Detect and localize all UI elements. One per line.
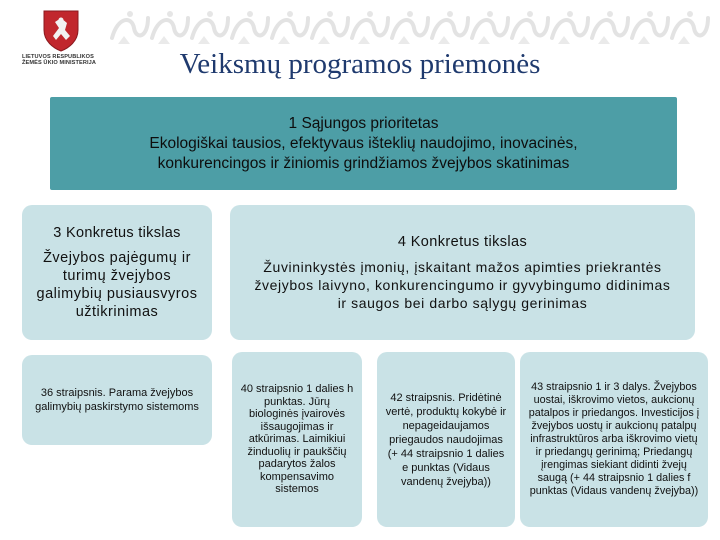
- measure-article-42-text: 42 straipsnis. Pridėtinė vertė, produktų kokybė ir nepageidaujamos priegaudos naudojimas (+ 44 straipsnio 1 dalies e punktas (Vidaus vandenų žvejyba)): [385, 391, 507, 488]
- logo-line-1: LIETUVOS RESPUBLIKOS: [22, 54, 94, 60]
- logo-line-2: ŽEMĖS ŪKIO MINISTERIJA: [22, 60, 96, 67]
- priority-text-line-2: konkurencingos ir žiniomis grindžiamos žvejybos skatinimas: [157, 154, 570, 172]
- objective-3-box: [22, 205, 212, 340]
- measure-article-43: [520, 352, 708, 527]
- decorative-ornament: [110, 8, 710, 48]
- coat-of-arms-icon: [41, 8, 81, 52]
- objective-4-box: [230, 205, 695, 340]
- measure-article-40-text: 40 straipsnio 1 dalies h punktas. Jūrų biologinės įvairovės išsaugojimas ir atkūrimas. Laimikiui žinduolių ir paukščių padarytos žalos kompensavimo sistemos: [240, 383, 354, 496]
- objective-4-text: Žuvininkystės įmonių, įskaitant mažos apimties priekrantės žvejybos laivyno, konkurencingumo ir gyvybingumo didinimas ir saugos bei darbo sąlygų gerinimas: [254, 258, 671, 311]
- objective-3-text: Žvejybos pajėgumų ir turimų žvejybos galimybių pusiausvyros užtikrinimas: [36, 249, 198, 320]
- objective-3-heading: 3 Konkretus tikslas: [53, 224, 181, 241]
- priority-title: 1 Sąjungos prioritetas: [288, 114, 439, 132]
- page-title: Veiksmų programos priemonės: [179, 48, 541, 80]
- measure-article-36: [22, 355, 212, 445]
- measure-article-36-text: 36 straipsnis. Parama žvejybos galimybių paskirstymo sistemoms: [35, 387, 199, 413]
- objective-4-heading: 4 Konkretus tikslas: [397, 233, 528, 250]
- measure-article-40: [232, 352, 362, 527]
- priority-box: [50, 97, 677, 190]
- priority-text-line-1: Ekologiškai tausios, efektyvaus išteklių naudojimo, inovacinės,: [149, 134, 578, 152]
- measure-article-42: [377, 352, 515, 527]
- measure-article-43-text: 43 straipsnio 1 ir 3 dalys. Žvejybos uostai, iškrovimo vietos, aukcionų patalpos ir priedangos. Investicijos į žvejybos uostų ir aukcionų patalpų infrastruktūros arba iškrovimo vietų ir priedangų gerinimą; Priedangų įrengimas siekiant didinti žvejų saugą (+ 44 straipsnio 1 dalies f punktas (Vidaus vandenų žvejyba)): [528, 381, 700, 497]
